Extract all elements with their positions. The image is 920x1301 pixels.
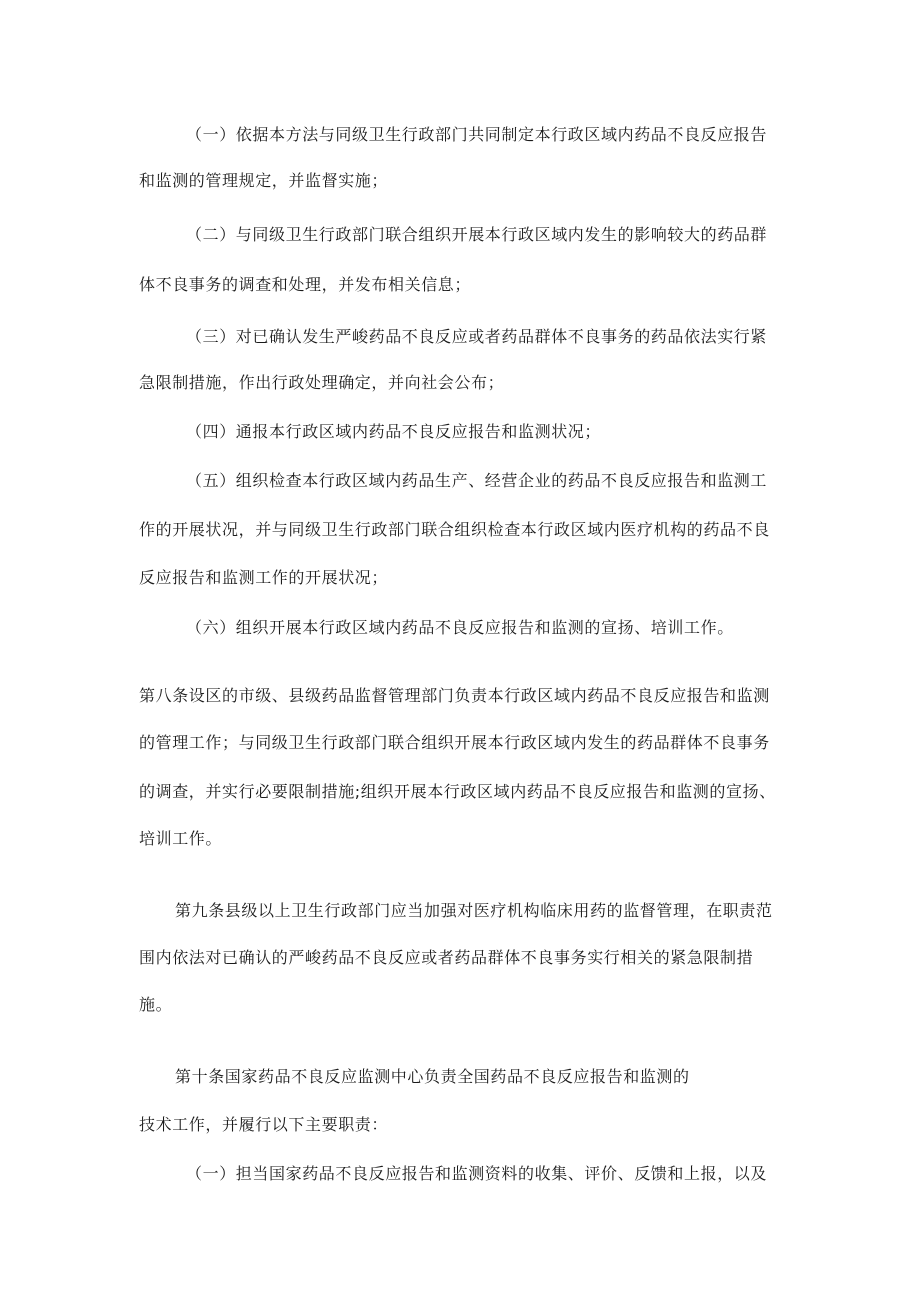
paragraph-8-line-1: 第九条县级以上卫生行政部门应当加强对医疗机构临床用药的监督管理，在职责范 <box>175 901 773 920</box>
paragraph-6-line-1: （六）组织开展本行政区域内药品不良反应报告和监测的宣扬、培训工作。 <box>186 618 734 637</box>
paragraph-10-line-1: （一）担当国家药品不良反应报告和监测资料的收集、评价、反馈和上报，以及 <box>186 1164 768 1183</box>
paragraph-7-line-3: 的调查，并实行必要限制措施;组织开展本行政区域内药品不良反应报告和监测的宣扬、 <box>139 782 776 801</box>
paragraph-3-line-2: 急限制措施，作出行政处理确定，并向社会公布； <box>139 373 505 392</box>
paragraph-5-line-1: （五）组织检查本行政区域内药品生产、经营企业的药品不良反应报告和监测工 <box>186 471 768 490</box>
paragraph-2-line-2: 体不良事务的调查和处理，并发布相关信息； <box>139 275 472 294</box>
paragraph-5-line-2: 作的开展状况，并与同级卫生行政部门联合组织检查本行政区域内医疗机构的药品不良 <box>139 520 770 539</box>
paragraph-8-line-3: 施。 <box>139 995 173 1014</box>
paragraph-5-line-3: 反应报告和监测工作的开展状况； <box>139 568 389 587</box>
paragraph-1-line-2: 和监测的管理规定，并监督实施； <box>139 171 389 190</box>
paragraph-4-line-1: （四）通报本行政区域内药品不良反应报告和监测状况； <box>186 422 602 441</box>
paragraph-3-line-1: （三）对已确认发生严峻药品不良反应或者药品群体不良事务的药品依法实行紧 <box>186 327 768 346</box>
paragraph-9-line-1: 第十条国家药品不良反应监测中心负责全国药品不良反应报告和监测的 <box>175 1067 690 1086</box>
paragraph-8-line-2: 围内依法对已确认的严峻药品不良反应或者药品群体不良事务实行相关的紧急限制措 <box>139 948 754 967</box>
paragraph-7-line-2: 的管理工作；与同级卫生行政部门联合组织开展本行政区域内发生的药品群体不良事务 <box>139 733 770 752</box>
paragraph-2-line-1: （二）与同级卫生行政部门联合组织开展本行政区域内发生的影响较大的药品群 <box>186 225 768 244</box>
paragraph-9-line-2: 技术工作，并履行以下主要职责： <box>139 1115 389 1134</box>
paragraph-1-line-1: （一）依据本方法与同级卫生行政部门共同制定本行政区域内药品不良反应报告 <box>186 125 768 144</box>
paragraph-7-line-1: 第八条设区的市级、县级药品监督管理部门负责本行政区域内药品不良反应报告和监测 <box>139 686 770 705</box>
paragraph-7-line-4: 培训工作。 <box>139 829 223 848</box>
